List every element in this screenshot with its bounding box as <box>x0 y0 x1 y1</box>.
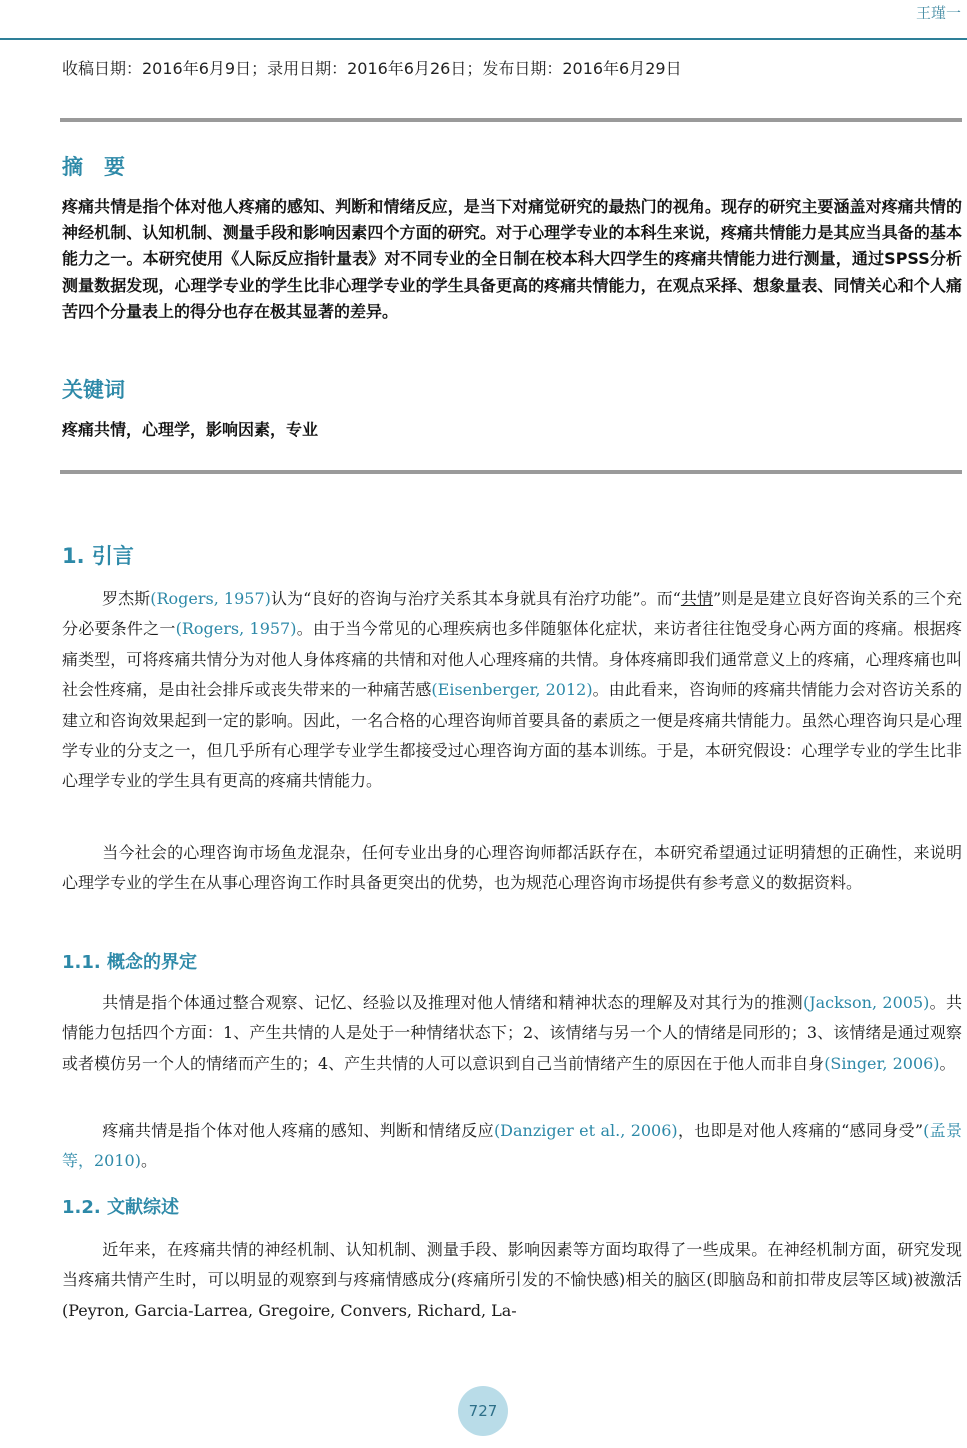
publication-dates: 收稿日期：2016年6月9日；录用日期：2016年6月26日；发布日期：2016年6月29日 <box>62 59 682 78</box>
section-1-2-heading: 1.2. 文献综述 <box>62 1197 179 1218</box>
abstract-text: 疼痛共情是指个体对他人疼痛的感知、判断和情绪反应，是当下对痛觉研究的最热门的视角。现存的研究主要涵盖对疼痛共情的神经机制、认知机制、测量手段和影响因素四个方面的研究。对于心理学专业的本科生来说，疼痛共情能力是其应当具备的基本能力之一。本研究使用《人际反应指针量表》对不同专业的全日制在校本科大四学生的疼痛共情能力进行测量，通过SPSS分析测量数据发现，心理学专业的学生比非心理学专业的学生具备更高的疼痛共情能力，在观点采择、想象量表、同情关心和个人痛苦四个分量表上的得分也存在极其显著的差异。 <box>62 197 962 321</box>
abstract-top-rule <box>60 118 962 122</box>
citation: (Singer, 2006) <box>824 1053 940 1073</box>
section-1-paragraph-2: 当今社会的心理咨询市场鱼龙混杂，任何专业出身的心理咨询师都活跃存在，本研究希望通过证明猜想的正确性，来说明心理学专业的学生在从事心理咨询工作时具备更突出的优势，也为规范心理咨询市场提供有参考意义的数据资料。 <box>62 843 962 893</box>
running-header-author: 王瑾一 <box>915 4 961 22</box>
abstract-heading: 摘 要 <box>62 155 125 179</box>
header-rule <box>0 38 967 40</box>
citation: (孟景等，2010) <box>62 1121 962 1171</box>
keywords-heading: 关键词 <box>62 378 125 402</box>
section-1-1-paragraph-1: 共情是指个体通过整合观察、记忆、经验以及推理对他人情绪和精神状态的理解及对其行为的推测(Jackson, 2005)。共情能力包括四个方面：1、产生共情的人是处于一种情绪状态下；2、该情绪与另一个人的情绪是同形的；3、该情绪是通过观察或者模仿另一个人的情绪而产生的；4、产生共情的人可以意识到自己当前情绪产生的原因在于他人而非自身(Singer, 2006)。 <box>62 993 962 1073</box>
abstract-bottom-rule <box>60 470 962 474</box>
citation: (Danziger et al., 2006) <box>493 1121 678 1140</box>
citation: (Rogers, 1957) <box>150 589 271 608</box>
citation: (Jackson, 2005) <box>802 993 930 1012</box>
section-1-heading: 1. 引言 <box>62 544 134 568</box>
citation: (Eisenberger, 2012) <box>431 680 593 700</box>
keywords-text: 疼痛共情，心理学，影响因素，专业 <box>62 420 319 439</box>
citation: (Rogers, 1957) <box>175 619 297 639</box>
page-number-badge: 727 <box>458 1386 508 1436</box>
section-1-1-paragraph-2: 疼痛共情是指个体对他人疼痛的感知、判断和情绪反应(Danziger et al., 2006)，也即是对他人疼痛的“感同身受”(孟景等，2010)。 <box>62 1121 962 1171</box>
section-1-1-heading: 1.1. 概念的界定 <box>62 952 197 973</box>
section-1-paragraph-1: 罗杰斯(Rogers, 1957)认为“良好的咨询与治疗关系其本身就具有治疗功能”。而“共情”则是是建立良好咨询关系的三个充分必要条件之一(Rogers, 1957)。由于当今常见的心理疾病也多伴随躯体化症状，来访者往往饱受身心两方面的疼痛。根据疼痛类型，可将疼痛共情分为对他人身体疼痛的共情和对他人心理疼痛的共情。身体疼痛即我们通常意义上的疼痛，心理疼痛也叫社会性疼痛，是由社会排斥或丧失带来的一种痛苦感(Eisenberger, 2012)。由此看来，咨询师的疼痛共情能力会对咨访关系的建立和咨询效果起到一定的影响。因此，一名合格的心理咨询师首要具备的素质之一便是疼痛共情能力。虽然心理咨询只是心理学专业的分支之一，但几乎所有心理学专业学生都接受过心理咨询方面的基本训练。于是，本研究假设：心理学专业的学生比非心理学专业的学生具有更高的疼痛共情能力。 <box>62 589 962 791</box>
section-1-2-paragraph-1: 近年来，在疼痛共情的神经机制、认知机制、测量手段、影响因素等方面均取得了一些成果。在神经机制方面，研究发现当疼痛共情产生时，可以明显的观察到与疼痛情感成分(疼痛所引发的不愉快感)相关的脑区(即脑岛和前扣带皮层等区域)被激活(Peyron, Garcia-Larrea, Gregoire, Convers, Richard, La- <box>62 1240 962 1320</box>
